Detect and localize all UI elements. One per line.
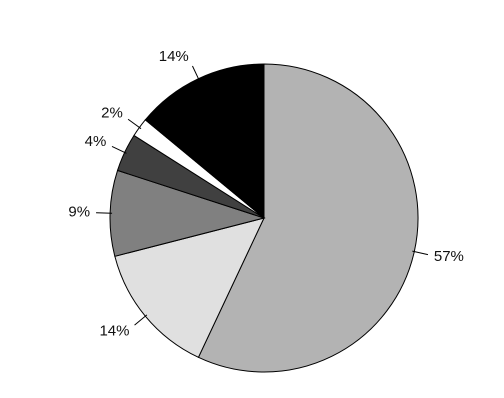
leader-line	[96, 213, 112, 214]
slice-label: 57%	[433, 247, 464, 265]
leader-line	[112, 146, 126, 153]
leader-line	[128, 119, 141, 128]
leader-line	[192, 66, 199, 80]
slice-label: 14%	[99, 322, 130, 340]
slice-label: 9%	[68, 203, 91, 221]
pie-slices	[110, 64, 418, 372]
slice-label: 2%	[101, 104, 123, 122]
slice-label: 4%	[84, 133, 107, 151]
leader-line	[412, 251, 428, 254]
slice-label: 14%	[158, 47, 189, 65]
leader-line	[135, 315, 147, 325]
